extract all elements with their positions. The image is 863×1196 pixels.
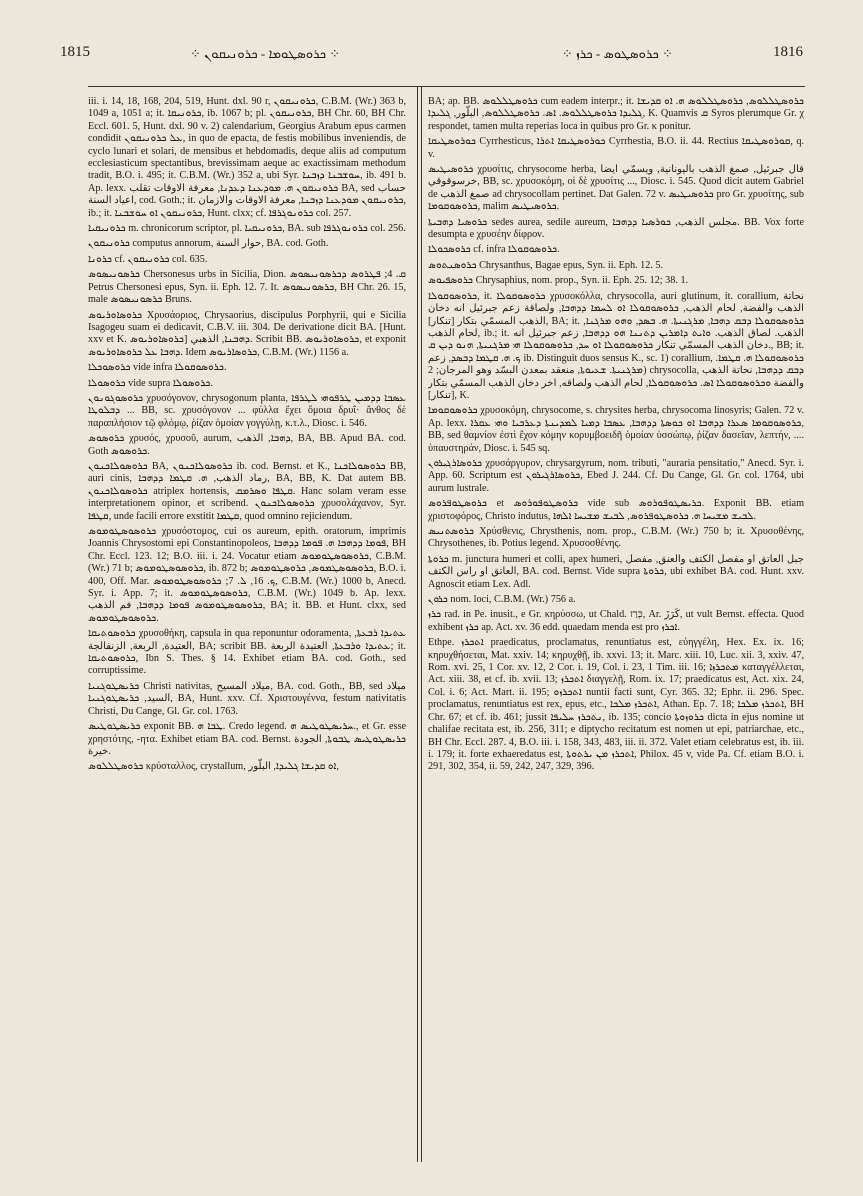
- entry-paragraph: ܟܪܝܣܛܘܓܢܝܐ Christi nativitas, ميلاد المسيح, BA. cod. Goth., BB, sed ميلاد السيد, ܟܪܝܣܛܘܓܢܝܐ, BA, Hunt. xxv. Cf. Χριστουγέννα, festum nativitatis Christi, Du Cange, Gl. Gr. col. 1763.: [88, 680, 406, 717]
- entry-paragraph: ܟܪܘܣܘܬܝܩܐ χρυσοθήκη, capsula in qua reponuntur odoramenta, ܥܬܝܕܐ ܪܒܥܬܐ, العتيدة, الربعة, الزنفالجة, BA; scribit BB. ܥܬܝܕܐ ܘܪܒܥܬܐ, العتيدة الربعة; it. ܟܪܘܣܘܬܝܩܐ, Ibn S. Thes. § 14. Exhibet etiam BA. cod. Goth., sed corruptissime.: [88, 628, 406, 677]
- entry-paragraph: ܟܪܘܣܘܠܐ vide supra ܟܪܘܣܘܠܐ.: [88, 377, 213, 389]
- entry-paragraph: ܟܪܘܢܝܩܘܢ computus annorum, حوار السنة, BA. cod. Goth.: [88, 238, 329, 250]
- entry-paragraph: Ethpe. ܐܬܟܪܙ praedicatus, proclamatus, renuntiatus est, εὐηγγέλη, Hex. Ex. ix. 16; κηρυχθήσεται, Mat. xxiv. 14; κηρυχθῇ, ib. xxvi. 13; it. Marc. xiii. 10, Luc. xii. 3, xxiv. 47, Rom. xvi. 25, 1 Cor. xv. 12, 2 Cor. i. 19, Col. i. 23, 1 Tim. iii. 16; ܡܬܟܪܙܐ καταγγέλλεται, Act. xiii. 38, et cf. ib. xvii. 13; ܐܬܟܪܙ διαγγελῇ, Rom. ix. 17; praedicatus est, Act. xix. 24, Col. i. 6; Act. Mart. ii. 195; ܐܬܟܪܙܘ nuntii facti sunt, Cyr. 365. 32; Ephr. ii. 296. Spec. proclamatus, renuntiatus est rex, epus, etc., ܐܬܟܪܙ ܡܠܟܐ, Athan. Ep. 7. 18; ܐܬܟܪܙ ܡܠܟܐ, BH Chr. 67; et cf. ib. 461; jussit ܢܬܟܪܙ ܚܠܝܦܐ, ib. 135; concio ܟܪܘܙܘܬܐ dicta in ejus nomine ut chalifae recitata est, ib. 256, 311; e diptycho recitatum est nomen ut epi, patriarchae, etc., BH Chr. Eccl. 287. 4, B.O. iii. i. 158, 343, 483, iii. ii. 372. Valet etiam celebratus est, ib. iii. i. 179; it. forte exhaeredatus est, ܐܬܟܪܙ ܡܢ ܝܪܬܘܬܐ, Philox. 45 v, vide Pa. Cf. etiam B.O. i. 291, 302, 354, ii. 59, 242, 247, 329, 396.: [428, 637, 804, 773]
- entry-paragraph: ܟܪܘܣܦܝܘܣ Chrysaphius, nom. prop., Syn. ii. Eph. 25. 12; 38. 1.: [428, 275, 689, 287]
- left-running-title: ⁘ ܟܪܘܣܛܘܡܐ - ܟܪܘܢܝܩܘܢ ⁘: [190, 46, 341, 61]
- entry-paragraph: ܟܪܙ rad. in Pe. inusit., e Gr. κηρύσσω, ut Chald. כְּרַז, Ar. كَرَزَ, ut vult Bernst. effecta. Quod exhibent ܟܪܙ ap. Act. xv. 36 edd. quaedam menda est pro ܐܟܪܙ.: [428, 609, 804, 633]
- entry-paragraph: ܟܪܘܣܘܩܘܠܐ, it. ܟܪܘܣܘܩܘܠܐ χρυσοκόλλα, chrysocolla, auri glutinum, it. corallium, نحاتة الذهب والفضة, لحام الذهب, ܟܪܘܣܘܩܘܠܐ ܐܘ ܠܚܡܐ ܕܕܗܒܐ, ولصاقة زعم جبرئيل انه دخان الذهب المسمّي بتكار [تنكار], BA; it. ܟܪܘܣܘܩܘܠܐ ܕܒܩ ܕܗܒܐ, ܡܪܓܢܝܬܐ. ܗ. ܒܣܕ, ܘܗܘ ܡܪܓܢܐ, لحام الذهب, ib.; it. الذهب. لصاق الذهب. ܘܐܝܬ ܕܐܡܪܝܢ ܕܬܢܢܐ ܗܘ ܕܕܗܒܐ, زعم جبرئيل انه دخان الذهب المسمّي تنكار ܟܪܘܣܘܩܘܠܐ ܐܘ ܚܕ, ܟܪܘܣܘܩܘܠܐ ܗܝ ܡܪܓܢܝܬܐ, ܗܢܘ ܕܝܢ ܩ., BB; it. ܟ. ܗ. ܩܛܡܐ ܕܒܣܕ, زعم ib. Distinguit duos sensus K., sc. 1) corallium, ܟܪܘܣܘܩܘܠܐ ܗ. ܩܛܡܐ. ܡܪܓܢܝܬܐ. ܫܥܝܘܬܐ, منعقد بمعدن البسّد وهو المرجان; 2) chrysocolla, ܕܒܩ ܕܕܗܒܐ, نحاتة الذهب والفضة ܘܟܪܘܣܘܩܘܠܐ ܐܣ. ܟܪܘܣܘܩܘܠܐ, لحام الذهب ولصاقه, اخر دخان الذهب المسمّي بتكار [تنكار], K.: [428, 290, 804, 401]
- entry-paragraph: ܟܪܘܣܘܣ χρυσός, χρυσοῦ, aurum, ܕܗܒܐ, الذهب, BA, BB. Apud BA. cod. Goth ܟܪܘܣܘܣ.: [88, 433, 406, 457]
- entry-paragraph: ܟܪܘܣܟܘܠܐ cf. infra ܟܪܘܣܘܩܘܠܐ.: [428, 244, 560, 256]
- header-rule: [88, 86, 805, 87]
- entry-paragraph: ܟܪܘܣܐܪܓܝܪܘܢ χρυσάργυρον, chrysargyrum, nom. tributi, "auraria pensitatio," Anecd. Syr. i. App. 60. Scriptum est ܟܪܘܣܐܪܓܝܪܘܢ, Ebed J. 244. Cf. Du Cange, Gl. Gr. col. 1764, ubi aurum lustrale.: [428, 457, 804, 494]
- entry-paragraph: ܟܪܘܣܘܓܘܢܘܢ χρυσόγονον, chrysogonum planta, ܥܣܒܐ ܕܕܡܝܢ ܛܪܦܘܗܝ ܠܛܪܦܐ ܕܒܠܘܛܐ ... BB, sc. χρυσόγονον ... φύλλα ἔχει ὅμοια δρυΐ· ἄνθος δὲ παραπλήσιον τῷ φλόμῳ, ῥίζαν ὁμοίαν γογγύλῃ, κ.τ.λ., Diosc. i. 546.: [88, 392, 406, 429]
- right-column: [428, 96, 804, 1162]
- entry-paragraph: ܟܘܪܘܣܛܝܩܐ Cyrrhesticus, ܟܘܪܘܣܛܝܩܐ ܐܬܪܐ Cyrrhestia, B.O. ii. 44. Rectius ܩܘܪܘܣܛܝܩܐ, q. v.: [428, 136, 804, 160]
- entry-paragraph: ܟܪܝܣܛܘܛܝܣ exponit BB. ܛܒܐ ܗ. Credo legend. ܚܪܝܣܛܘܛܝܣ ܗ., et Gr. esse χρηστότης, -ητα. Exhibet etiam BA. cod. Bernst. ܟܪܝܣܛܘܛܝܣ ܛܒܘܬܐ, الجودة خيرة.: [88, 721, 406, 757]
- entry-paragraph: ܟܪܘܣܝܐ ܕܗܒܝܬܐ sedes aurea, sedile aureum, مجلس الذهب, ܟܘܪܣܝܐ ܕܕܗܒܐ. BB. Vox forte desumpta e χρυσέην δίφρον.: [428, 216, 804, 241]
- page-header: [60, 40, 803, 68]
- entry-paragraph: ܟܪܘܣܛܘܦܪܘܣ et ܟܪܘܣܛܘܦܘܪܘܣ vide sub ܟܪܝܣܛܘܦܘܪܘܣ. Exponit BB. etiam χριστοφόρος, Christo indutus, ܠܒܝܫ ܡܫܝܚܐ ܗ. ܟܪܘܣܛܘܦܪܘܣ, ܠܒܝܫ ܡܫܝܚܐ ܐܠܗܐ.: [428, 498, 804, 522]
- entry-paragraph: ܟܪܘܢ nom. loci, C.B.M. (Wr.) 756 a.: [428, 594, 576, 606]
- entry-paragraph: ܟܪܘܢܐ cf. ܟܪܘܢܝܩܘܢ col. 635.: [88, 253, 208, 265]
- left-column: [88, 96, 406, 1162]
- entry-paragraph: ܟܪܘܣܘܣܛܘܡܘܣ χρυσόστομος, cui os aureum, epith. oratorum, imprimis Joannis Chrysostomi epi Constantinopoleos, ܦܘܡܐ ܕܕܗܒܐ ܗ. ܦܘܡܐ ܕܕܗܒܐ, BH Chr. Eccl. 123. 12; B.O. iii. i. 24. Vocatur etiam ܟܪܘܣܘܣܛܘܡܘܣ, C.B.M. (Wr.) 71 b; ܟܪܘܣܘܣܛܘܡܘܣ, ib. 872 b; ܟܪܘܣܘܣܛܡܘܣ, ܟܪܘܣܛܘܡܘܣ, B.O. i. 400, Off. Mar. ܟ. 16, ܠ. 7; ܟܪܘܣܘܣܛܘܡܘܣ, C.B.M. (Wr.) 1000 b, Anecd. Syr. i. App. 7; it. ܟܪܘܣܘܣܛܘܡܘܣ, C.B.M. (Wr.) 1049 b. Ap. lexx. ܟܪܘܣܘܣܛܘܡܘܣ ܦܘܡܐ ܕܕܗܒܐ, فم الذهب, BA; it. BB. et Hunt. clxx, sed ܟܪܘܣܘܣܛܘܡܘܣ.: [88, 526, 406, 624]
- entry-paragraph: ܟܪܣܘܢܝܣܘܣ Chersonesus urbs in Sicilia, Dion. ܩ. 4; ܦܛܪܘܣ ܕܟܪܣܘܢܝܣܘܣ Petrus Chersonesi epus, Syn. ii. Eph. 12. 7. It. ܟܪܣܘܢܝܣܘܣ, BH Chr. 26. 15, male ܟܪܣܘܢܝܣܘܣ Bruns.: [88, 269, 406, 306]
- entry-paragraph: ܟܪܘܣܝܛܝܣ χρυσίτις, chrysocome herba, قال جبرئيل, صمغ الذهب باليونانية, ويسمّي ايضا خرسوقوقي, BB, sc. χρυσοκόμη, οἱ δὲ χρυσίτις ..., Diosc. i. 545. Quod dicit autem Gabriel de صمغ الذهب ad chrysocollam pertinet. Dat Galen. 72 v. ܟܪܘܣܝܛܝܣ pro Gr. χρυσίτης, sub ܟܪܘܣܘܩܘܡܐ, malim ܟܪܘܣܝܛܝܣ.: [428, 164, 804, 213]
- entry-paragraph: ܟܪܘܢܝܩܝܐ m. chronicorum scriptor, pl. ܟܪܘܢܝܩܝܐ, BA. sub ܟܪܘܢܘܓܪܦܐ col. 256.: [88, 223, 406, 235]
- entry-paragraph: ܟܪܘܬܐ m. junctura humeri et colli, apex humeri, جبل العاتق او مفصل الكتف والعنق, مفصل العاتق او راس الكتف, BA. cod. Bernst. Vide supra ܟܪܘܬܐ, ubi exhibet BA. cod. Hunt. xxv. Agnoscit etiam Lex. Adl.: [428, 553, 804, 590]
- entry-paragraph: ܟܪܘܣܘܠܐܟܢܘܢ BA, ܟܪܘܣܘܠܐܟܢܘܢ ib. cod. Bernst. et K., ܟܪܘܣܘܠܐܟܢܐ BB, auri cinis, رماد الذهب, ܗ. ܩܛܡܐ ܕܕܗܒܐ, BA, BB, K. Dat autem BB. ܟܪܘܣܘܠܐܟܢܘܢ atriplex hortensis, ܩܛܦܐ ܘܣܪܡܩ. Hanc solam veram esse interpretationem opinor, et scribend. ܟܪܘܣܘܠܐܟܢܘܢ χρυσολάχανον, Syr. ܩܛܦܐ, unde facili errore exstitit ܩܛܡܐ, quod omnino rejiciendum.: [88, 460, 406, 522]
- right-page-number: 1816: [773, 44, 803, 60]
- column-divider: [417, 86, 422, 1162]
- entry-paragraph: ܟܪܘܣܛܠܠܘܣ κρύσταλλος, crystallum, ܐܘ ܩܕܝܫܐ ܓܠܝܕܐ, البلّور,: [88, 761, 339, 773]
- entry-paragraph: ܟܪܘܣܐܘܪܝܘܣ Χρυσάοριος, Chrysaorius, discipulus Porphyrii, qui e Sicilia Isagogeu suam ei dedicavit, C.B.V. iii. 304. De derivatione dicit BA. [Hunt. xxv et K. ܟܪܘܣܐܘܪܝܘܣ] ܕܗܒܢܐ, الذهبي. Scribit BB. ܟܪܘܣܐܘܪܝܘܣ, et exponit ܕܗܒܐ ܥܠ ܟܪܘܣܐܘܪܝܘܣ. Idem ܟܪܘܣܐܪܝܘܣ, C.B.M. (Wr.) 1156 a.: [88, 309, 406, 358]
- entry-paragraph: ܟܪܘܣܘܟܠܐ vide infra ܟܪܘܣܘܩܘܠܐ.: [88, 362, 227, 374]
- right-running-title: ⁘ ܟܪܘܣܛܘܣ - ܟܪܙ ⁘: [561, 46, 673, 61]
- entry-paragraph: iii. i. 14, 18, 168, 204, 519, Hunt. dxl. 90 r, ܟܪܘܢܝܩܘܢ, C.B.M. (Wr.) 363 b, 1049 a, 1051 a; it. ܟܪܘܢܝܩܐ, ib. 1067 b; pl. ܟܪܘܢܝܩܘܢ, BH Chr. 60, BH Chr. Eccl. 601. 5, Hunt. dxl. 90 v. 2) calendarium, Georgius Arabum epus carmen condidit ܥܠ ܟܪܘܢܝܩܘܢ, in quo de epacta, de festis mobilibus inveniendis, de cyclo lunari et solari, de mensibus et hebdomadis, deque aliis ad computum ecclesiasticum spectantibus, brevissimam aeque ac exactissimam methodum tradit, B.O. i. 495; it. C.B.M. (Wr.) 352 a, ubi Syr. ܚܘܫܒܢܐ ܕܙܒܢܐ, ib. 491 b. Ap. lexx. ܟܪܘܢܝܩܘܢ ܗ. ܡܘܕܥܢܐ ܕܥܕܢܐ, معرفة الاوقات تقلب BA, sed حساب اعياد السنة, cod. Goth.; it. ܟܪܘܢܝܩܘܢ ܡܘܕܥܢܐ ܕܙܒܢܐ, معرفة الاوقات والازمان, ib.; it. ܟܪܘܢܝܩܘܢ ܐܘ ܚܘܫܒܢܐ, Hunt. clxx; cf. ܟܪܘܢܘܓܪܦܐ col. 257.: [88, 96, 406, 219]
- entry-paragraph: ܟܪܘܣܢܬܘܣ Chrysanthus, Bagae epus, Syn. ii. Eph. 12. 5.: [428, 259, 664, 271]
- entry-paragraph: ܟܪܘܣܬܢܝܣ Χρύσθενις, Chrysthenis, nom. prop., C.B.M. (Wr.) 750 b; it. Χρυσοθένης, Chrysothenes, ib. Potius legend. Χρυσοσθένης.: [428, 526, 804, 550]
- left-page-number: 1815: [60, 44, 90, 60]
- entry-paragraph: BA; ap. BB. ܟܪܘܣܛܠܠܘܣ cum eadem interpr.; it. ܟܪܘܣܛܠܠܘܣ, ܟܪܘܣܛܠܠܘܣ ܗ. ܐܘ ܩܕܝܫܐ ܓܠܝܕܐ ܟܪܘܣܛܠܠܘܣ. ܐܣ. ܟܪܘܣܛܠܠܘܣ, البلّور, ܓܠܝܕܐ, K. Quamvis ܩ Syros plerumque Gr. χ respondet, tamen multa reperias loca in quibus pro Gr. κ ponitur.: [428, 96, 804, 132]
- entry-paragraph: ܟܪܘܣܘܩܘܡܐ χρυσοκόμη, chrysocome, s. chrysites herba, chrysocoma linosyris; Galen. 72 v. Ap. lexx. ܟܪܘܣܘܩܘܡܐ ܣܥܪܐ ܕܕܗܒܐ ܐܘ ܟܘܣܬܐ ܕܕܗܒܐ, ܥܣܒܐ ܕܡܝܐ ܠܡܕܝܢܬܐ ܕܥܪܒܝܐ ܘܗܝ ܥܩܪܐ, BB, sed θαμνίον ἐστὶ ἔχον κόμην κορυμβοειδῆ ὁμοίαν ὑσσώπῳ, ῥίζαν δασεῖαν, λεπτήν, .... ὑπαυστηράν, Diosc. i. 545 sq.: [428, 405, 804, 454]
